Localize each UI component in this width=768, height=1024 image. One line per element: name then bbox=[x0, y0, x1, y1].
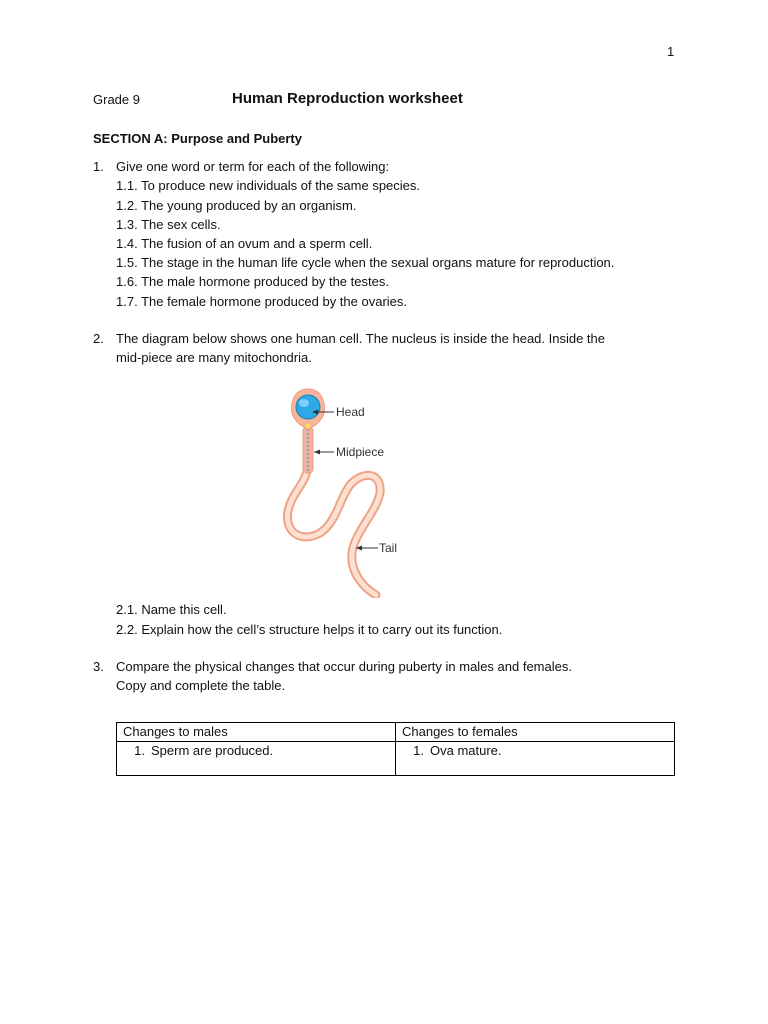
header-females: Changes to females bbox=[396, 723, 675, 742]
q1-item: 1.2. The young produced by an organism. bbox=[116, 198, 357, 213]
label-head: Head bbox=[336, 405, 365, 419]
q1-item: 1.3. The sex cells. bbox=[116, 217, 221, 232]
q1-item: 1.4. The fusion of an ovum and a sperm cell. bbox=[116, 236, 373, 251]
q1-item: 1.5. The stage in the human life cycle when the sexual organs mature for reproduction. bbox=[116, 255, 615, 270]
q1-number: 1. bbox=[93, 159, 104, 174]
females-cell: 1. Ova mature. bbox=[396, 742, 675, 776]
header-males: Changes to males bbox=[117, 723, 396, 742]
page-number: 1 bbox=[667, 44, 675, 59]
q3-number: 3. bbox=[93, 659, 104, 674]
table-header-row bbox=[117, 723, 675, 742]
q1-item: 1.7. The female hormone produced by the ovaries. bbox=[116, 294, 408, 309]
males-cell: 1. Sperm are produced. bbox=[117, 742, 396, 776]
label-tail: Tail bbox=[379, 541, 398, 555]
q2-number: 2. bbox=[93, 331, 104, 346]
q1-item: 1.6. The male hormone produced by the testes. bbox=[116, 274, 389, 289]
q2-item: 2.2. Explain how the cell’s structure helps it to carry out its function. bbox=[116, 622, 503, 637]
q1-item: 1.1. To produce new individuals of the same species. bbox=[116, 178, 421, 193]
sperm-nucleus bbox=[296, 395, 320, 419]
puberty-changes-table bbox=[116, 722, 675, 776]
q2-text-line1: The diagram below shows one human cell. The nucleus is inside the head. Inside the bbox=[116, 331, 605, 346]
sperm-cell-diagram bbox=[272, 383, 432, 598]
table-row bbox=[117, 742, 675, 776]
q2-item: 2.1. Name this cell. bbox=[116, 602, 227, 617]
q1-prompt: Give one word or term for each of the following: bbox=[116, 159, 390, 174]
q2-text-line2: mid-piece are many mitochondria. bbox=[116, 350, 312, 365]
grade-label: Grade 9 bbox=[93, 92, 140, 107]
section-a-heading: SECTION A: Purpose and Puberty bbox=[93, 131, 302, 146]
q3-text-line1: Compare the physical changes that occur during puberty in males and females. bbox=[116, 659, 572, 674]
worksheet-title: Human Reproduction worksheet bbox=[232, 90, 463, 107]
label-midpiece: Midpiece bbox=[336, 445, 385, 459]
q3-text-line2: Copy and complete the table. bbox=[116, 678, 286, 693]
